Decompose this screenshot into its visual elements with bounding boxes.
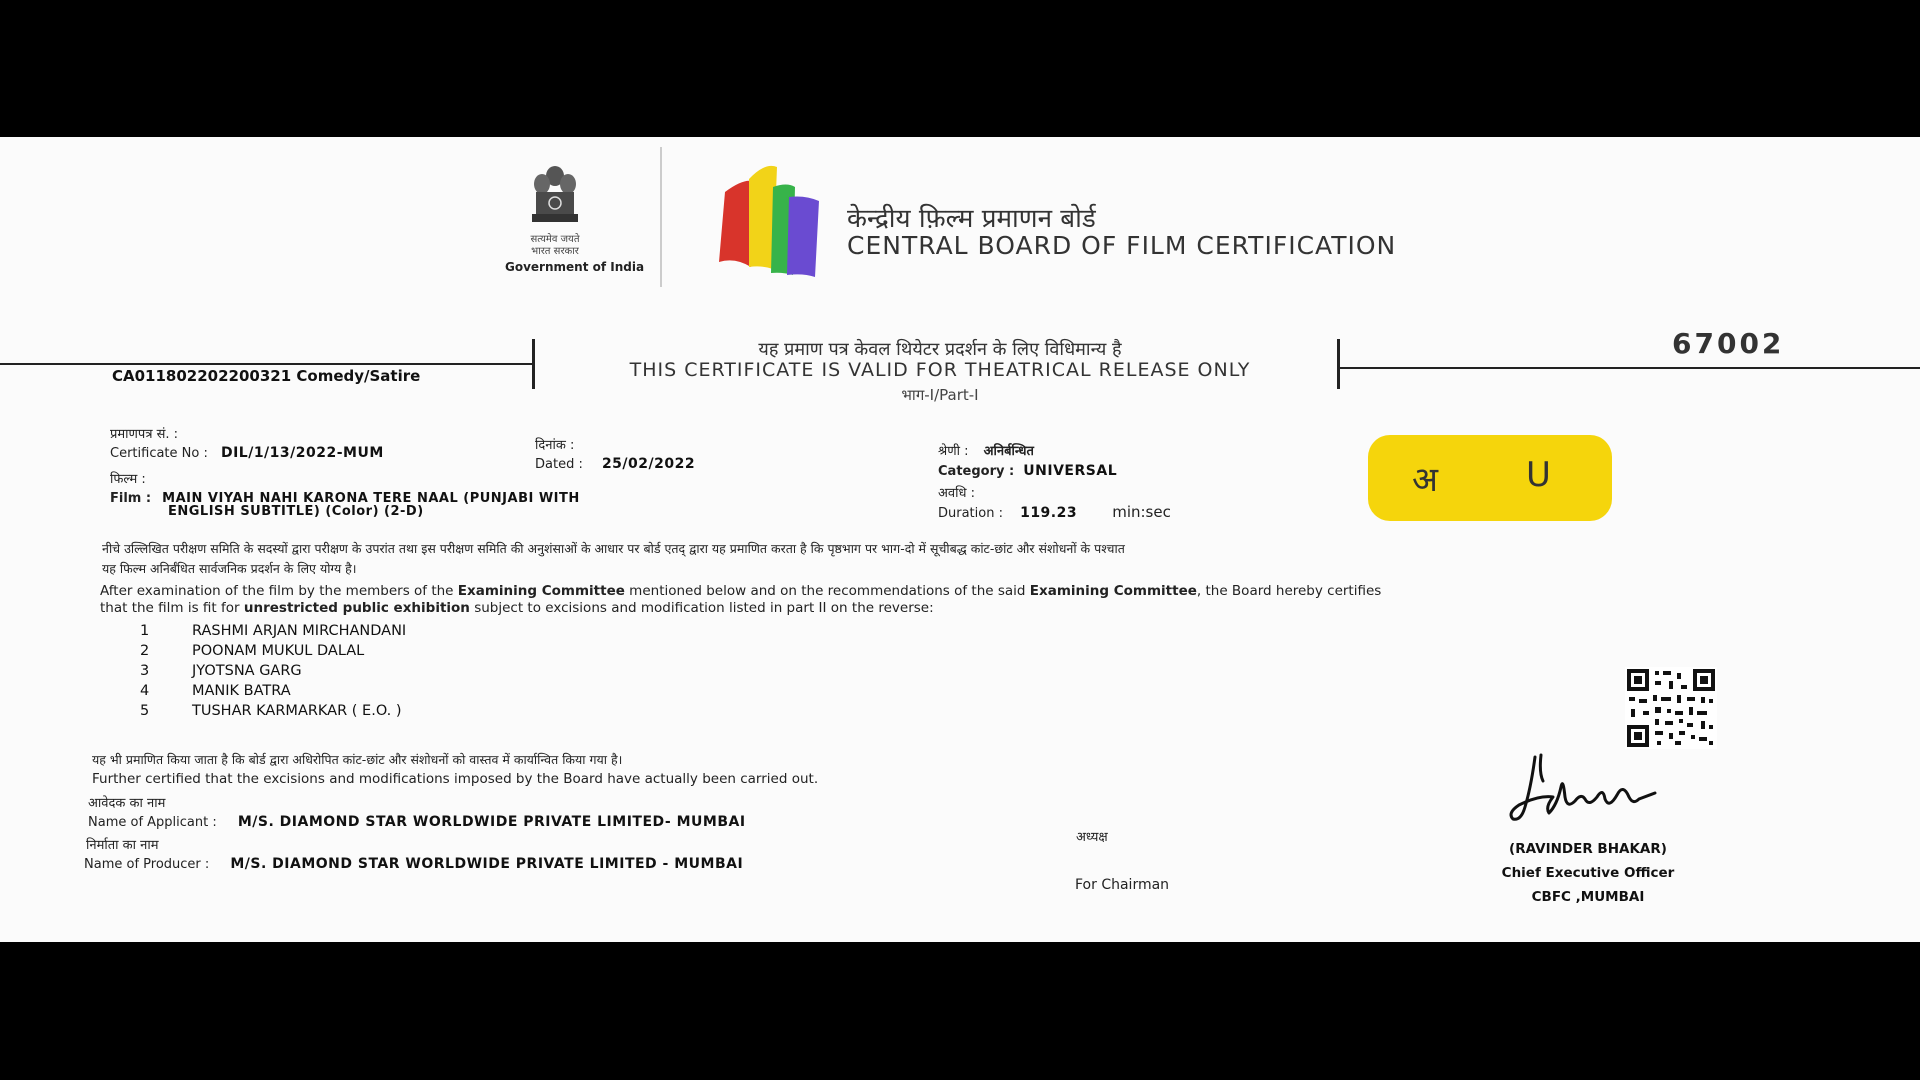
rule-right [1340,367,1920,369]
signature-icon [1505,747,1685,831]
certificate-no-row [110,442,384,461]
certification-text-english-1: After examination of the film by the members of the Examining Committee mentioned below and on the recommendations of the said Examining Committee, the Board hereby certifies [100,583,1382,599]
certificate-no-label-hindi: प्रमाणपत्र सं. : [110,427,179,442]
producer-label-hindi: निर्माता का नाम [86,838,159,853]
government-of-india-label: Government of India [505,260,645,274]
film-label-hindi: फिल्म : [110,472,146,487]
applicant-row [88,811,746,830]
applicant-label-hindi: आवेदक का नाम [88,796,166,811]
certificate-no-label: Certificate No : [110,446,208,461]
government-emblem [505,162,645,274]
dated-label-hindi: दिनांक : [535,438,575,453]
qr-code-icon [1625,667,1717,749]
further-certified-english: Further certified that the excisions and modifications imposed by the Board have actually been carried out. [92,771,819,787]
film-title-line2: ENGLISH SUBTITLE) (Color) (2-D) [168,504,424,519]
dated-row [535,453,695,472]
cbfc-logo-icon [715,157,830,282]
rating-badge [1368,435,1612,521]
rule-left [0,363,535,365]
category-label-hindi: श्रेणी : [938,444,969,459]
film-label: Film : [110,491,152,506]
chairman-label-hindi: अध्यक्ष [1076,830,1108,845]
applicant-value: M/S. DIAMOND STAR WORLDWIDE PRIVATE LIMITED- MUMBAI [237,814,746,830]
film-title-line1: MAIN VIYAH NAHI KARONA TERE NAAL (PUNJABI WITH [162,491,580,506]
rule-bracket-right [1337,339,1340,389]
producer-value: M/S. DIAMOND STAR WORLDWIDE PRIVATE LIMITED - MUMBAI [230,856,744,872]
category-hindi-row [938,440,1034,459]
board-name-english: CENTRAL BOARD OF FILM CERTIFICATION [847,231,1397,260]
signatory-name: (RAVINDER BHAKAR) [1509,841,1667,857]
ca-code: CA011802202200321 Comedy/Satire [112,367,421,385]
category-value-hindi: अनिर्बन्धित [983,444,1034,459]
signatory-office: CBFC ,MUMBAI [1531,889,1645,905]
certification-text-english-2: that the film is fit for unrestricted public exhibition subject to excisions and modification listed in part II on the reverse: [100,600,934,616]
emblem-motto: सत्यमेव जयते [530,234,580,245]
rating-english: U [1526,455,1551,495]
cbfc-logo [715,157,830,286]
category-label: Category : [938,464,1015,479]
duration-row [938,502,1171,521]
validity-hindi: यह प्रमाण पत्र केवल थियेटर प्रदर्शन के लिए विधिमान्य है [758,339,1122,360]
duration-value: 119.23 [1020,505,1078,521]
serial-number: 67002 [1672,327,1785,360]
list-item: 2 POONAM MUKUL DALAL [140,643,365,659]
applicant-label: Name of Applicant : [88,815,217,830]
duration-unit: min:sec [1112,503,1171,521]
category-row [938,460,1117,479]
part-label: भाग-I/Part-I [901,386,979,404]
certification-text-hindi-1: नीचे उल्लिखित परीक्षण समिति के सदस्यों द्वारा परीक्षण के उपरांत तथा इस परीक्षण समिति की अनुशंसाओं के आधार पर बोर्ड एतद् द्वारा यह प्रमाणित करता है कि पृष्ठभाग पर भाग-दो में सूचीबद्ध कांट-छांट और संशोधनों के पश्चात [102,541,1125,556]
producer-label: Name of Producer : [84,857,210,872]
category-value: UNIVERSAL [1023,463,1118,479]
emblem-govt-hindi: भारत सरकार [531,246,579,257]
dated-value: 25/02/2022 [601,456,696,472]
certificate-document [0,137,1920,942]
rating-hindi: अ [1412,460,1438,500]
board-name-hindi: केन्द्रीय फ़िल्म प्रमाणन बोर्ड [847,204,1096,234]
certificate-no-value: DIL/1/13/2022-MUM [220,445,384,461]
certification-text-hindi-2: यह फिल्म अनिर्बंधित सार्वजनिक प्रदर्शन के लिए योग्य है। [102,561,357,576]
dated-label: Dated : [535,457,583,472]
list-item: 3 JYOTSNA GARG [140,663,302,679]
duration-label: Duration : [938,506,1003,521]
committee-members-list [140,621,406,721]
header-divider [660,147,662,287]
producer-row [84,853,743,872]
signatory-title: Chief Executive Officer [1501,865,1675,881]
list-item: 5 TUSHAR KARMARKAR ( E.O. ) [140,703,402,719]
ashoka-emblem-icon [520,162,590,234]
duration-label-hindi: अवधि : [938,486,976,501]
list-item: 1 RASHMI ARJAN MIRCHANDANI [140,623,407,639]
rule-bracket-left [532,339,535,389]
for-chairman-label: For Chairman [1075,877,1170,893]
validity-english: THIS CERTIFICATE IS VALID FOR THEATRICAL RELEASE ONLY [629,359,1251,381]
list-item: 4 MANIK BATRA [140,683,291,699]
further-certified-hindi: यह भी प्रमाणित किया जाता है कि बोर्ड द्वारा अधिरोपित कांट-छांट और संशोधनों को वास्तव में कार्यान्वित किया गया है। [92,752,623,767]
